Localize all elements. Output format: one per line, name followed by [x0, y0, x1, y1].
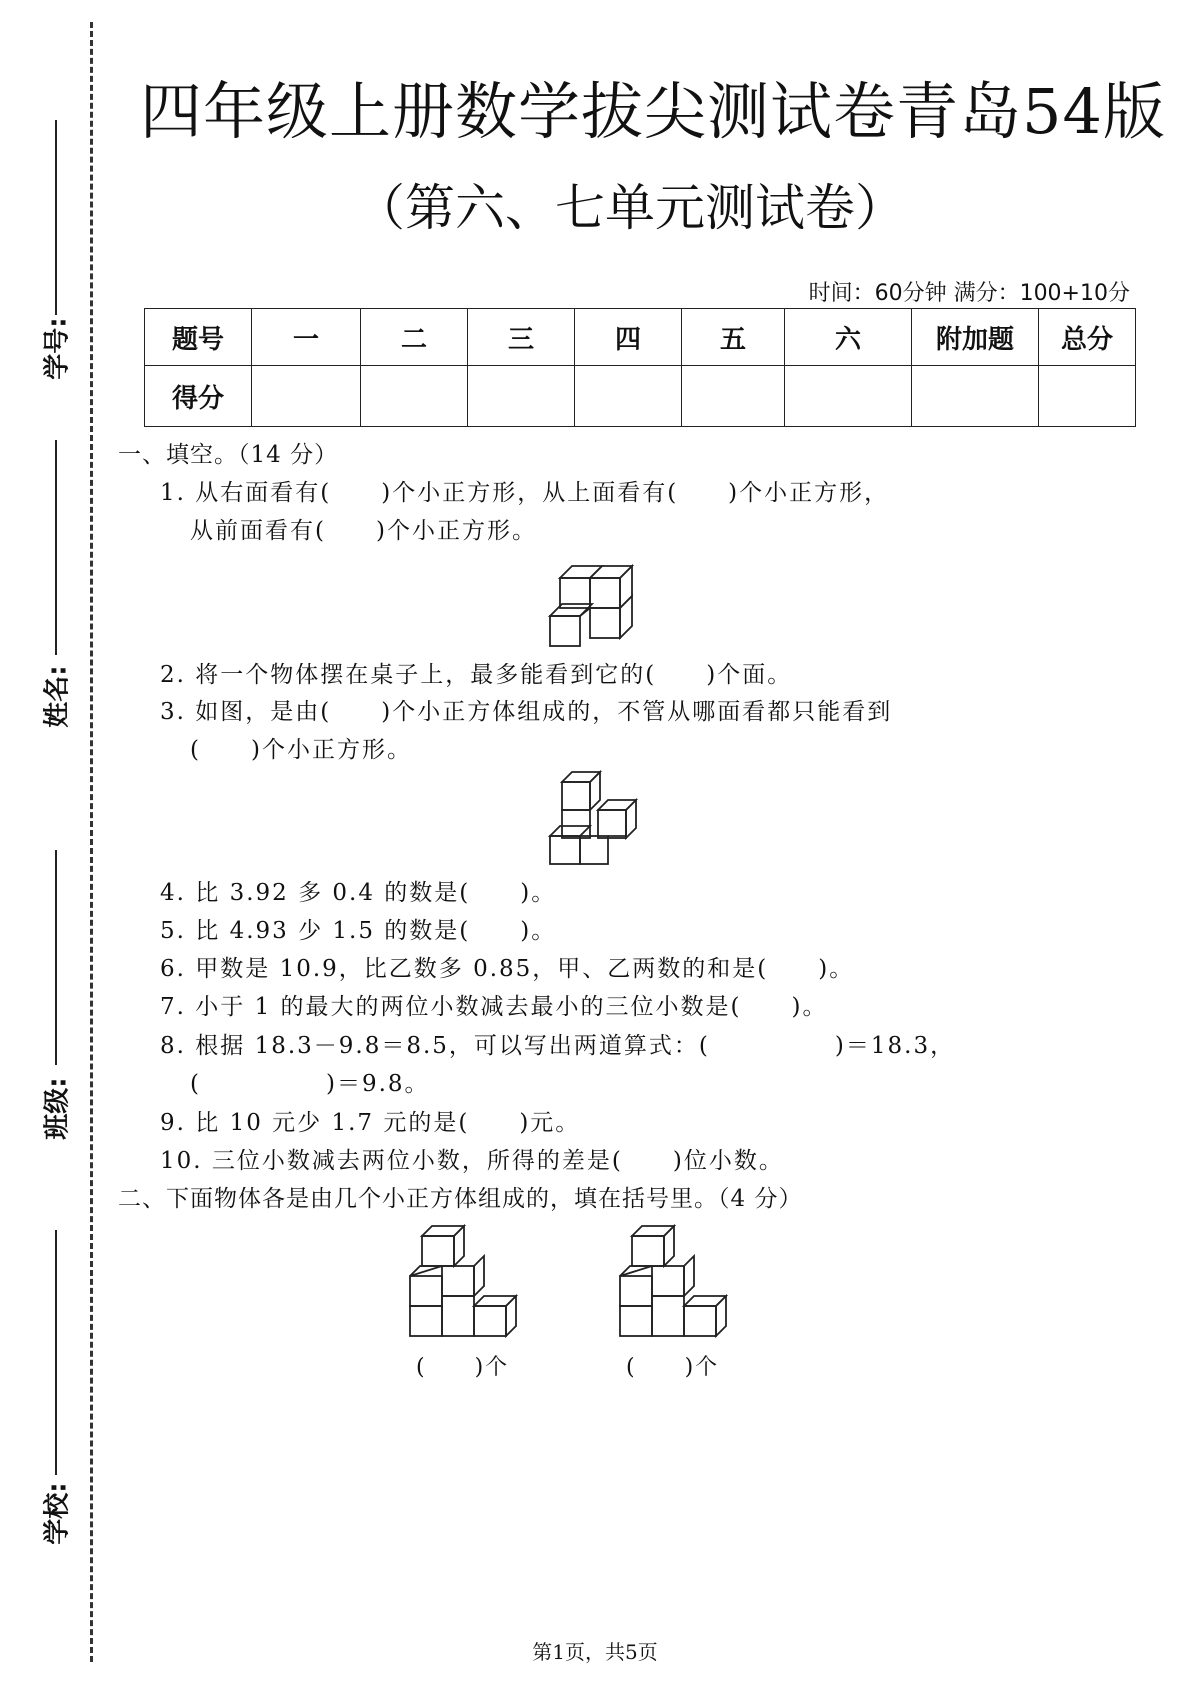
school-label: 学校:	[42, 1482, 73, 1545]
question-8-line2: ( )＝9.8。	[190, 1071, 430, 1097]
cube-figure-2	[548, 770, 638, 866]
question-2: 2. 将一个物体摆在桌子上，最多能看到它的( )个面。	[160, 662, 793, 688]
question-1-line2: 从前面看有( )个小正方形。	[190, 518, 537, 544]
question-5: 5. 比 4.93 少 1.5 的数是( )。	[160, 918, 557, 944]
name-label: 姓名:	[42, 665, 73, 728]
student-id-label: 学号:	[42, 317, 73, 380]
score-row-label: 得分	[145, 366, 252, 427]
score-header-cell: 附加题	[912, 309, 1039, 366]
score-header-cell: 三	[468, 309, 575, 366]
class-label: 班级:	[42, 1077, 73, 1140]
score-input-cell[interactable]	[912, 366, 1039, 427]
class-line	[55, 850, 57, 1065]
time-info: 时间：60分钟 满分：100+10分	[808, 281, 1130, 306]
score-header-cell: 总分	[1039, 309, 1136, 366]
score-input-cell[interactable]	[575, 366, 682, 427]
question-10: 10. 三位小数减去两位小数，所得的差是( )位小数。	[160, 1148, 784, 1174]
question-1-line1: 1. 从右面看有( )个小正方形，从上面看有( )个小正方形，	[160, 480, 890, 506]
page-number: 第1页，共5页	[532, 1640, 658, 1664]
question-4: 4. 比 3.92 多 0.4 的数是( )。	[160, 880, 557, 906]
question-7: 7. 小于 1 的最大的两位小数减去最小的三位小数是( )。	[160, 994, 828, 1020]
score-input-cell[interactable]	[682, 366, 785, 427]
score-table	[144, 308, 1136, 427]
question-6: 6. 甲数是 10.9，比乙数多 0.85，甲、乙两数的和是( )。	[160, 956, 855, 982]
question-9: 9. 比 10 元少 1.7 元的是( )元。	[160, 1110, 581, 1136]
page-subtitle: （第六、七单元测试卷）	[355, 179, 905, 237]
section2-heading: 二、下面物体各是由几个小正方体组成的，填在括号里。（4 分）	[118, 1186, 803, 1212]
school-line	[55, 1230, 57, 1475]
question-3-line2: ( )个小正方形。	[190, 737, 412, 763]
name-line	[55, 440, 57, 655]
section1-heading: 一、填空。（14 分）	[118, 442, 339, 468]
score-input-cell[interactable]	[252, 366, 361, 427]
binding-dashed-line	[90, 22, 93, 1662]
score-input-cell[interactable]	[361, 366, 468, 427]
cube-figure-4	[618, 1222, 748, 1342]
student-id-line	[55, 120, 57, 315]
score-input-cell[interactable]	[785, 366, 912, 427]
score-header-cell: 一	[252, 309, 361, 366]
question-8-line1: 8. 根据 18.3－9.8＝8.5，可以写出两道算式：( )＝18.3，	[160, 1033, 956, 1059]
answer-caption-left: ( )个	[416, 1355, 510, 1380]
score-input-cell[interactable]	[1039, 366, 1136, 427]
score-header-cell: 六	[785, 309, 912, 366]
page-title: 四年级上册数学拔尖测试卷青岛54版	[140, 75, 1166, 148]
score-header-cell: 四	[575, 309, 682, 366]
question-3-line1: 3. 如图，是由( )个小正方体组成的，不管从哪面看都只能看到	[160, 699, 893, 725]
answer-caption-right: ( )个	[626, 1355, 720, 1380]
cube-figure-1	[548, 552, 638, 648]
score-header-cell: 二	[361, 309, 468, 366]
cube-figure-3	[408, 1222, 538, 1342]
score-input-cell[interactable]	[468, 366, 575, 427]
score-header-cell: 五	[682, 309, 785, 366]
score-header-cell: 题号	[145, 309, 252, 366]
